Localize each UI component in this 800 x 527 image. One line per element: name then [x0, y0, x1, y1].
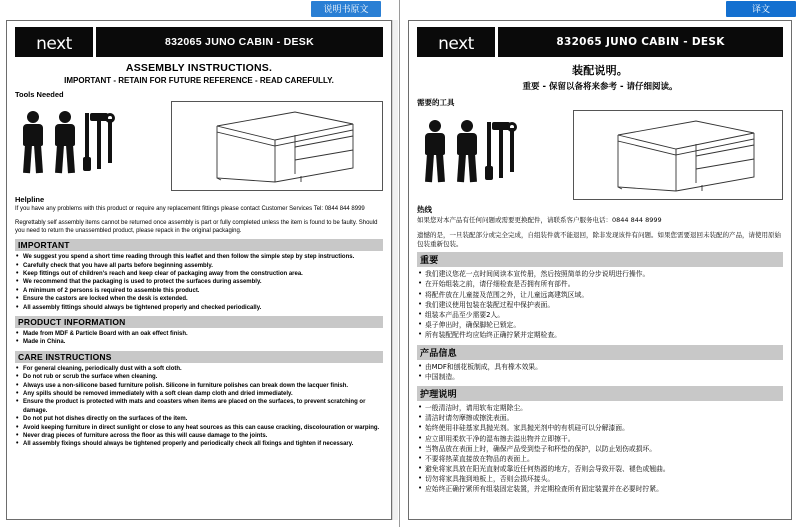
returns-notice: Regrettably self assembly items cannot be returned once assembly is part or fully completed unless the item is found to be faulty. Should you need to return the unassembled product, please repack in the original packaging.	[15, 220, 378, 235]
left-tab-bar	[0, 0, 399, 18]
section-heading-important: IMPORTANT	[15, 239, 383, 251]
list-item: • Carefully check that you have all parts before beginning assembly.	[15, 262, 383, 270]
care-instructions-list	[417, 403, 783, 495]
tools-illustration	[15, 101, 165, 173]
section-heading-important: 重要	[417, 252, 783, 267]
care-instructions-list	[15, 365, 383, 449]
helpline-text: 如果您对本产品有任何问题或需要更换配件，请联系客户服务电话：0844 844 8999	[417, 216, 662, 224]
list-item: • Made in China.	[15, 338, 383, 346]
list-item: • All assembly fixings should always be tightened properly and periodically check all fixings and tighten if necessary.	[15, 440, 383, 448]
brand-header	[417, 27, 783, 57]
product-information-list	[417, 362, 783, 382]
list-item: • Never drag pieces of furniture across the floor as this will cause damage to the joints.	[15, 432, 383, 440]
desk-diagram	[171, 101, 383, 191]
helpline-heading: 热线	[417, 205, 432, 214]
next-logo-text: next	[36, 34, 72, 54]
section-heading-care-instructions: CARE INSTRUCTIONS	[15, 351, 383, 363]
section-heading-product-information: 产品信息	[417, 345, 783, 360]
list-item: • Made from MDF & Particle Board with an oak effect finish.	[15, 330, 383, 338]
tools-column	[15, 101, 165, 191]
tools-and-image-row	[15, 101, 383, 191]
brand-header	[15, 27, 383, 57]
list-item: • 应立即用柔软干净的湿布擦去溢出物并立即擦干。	[417, 434, 783, 444]
tools-and-image-row	[417, 110, 783, 200]
section-heading-product-information: PRODUCT INFORMATION	[15, 316, 383, 328]
list-item: • 桌子伸出时，确保脚轮已锁定。	[417, 320, 783, 330]
desk-line-drawing	[172, 102, 382, 190]
tools-illustration	[417, 110, 567, 182]
list-item: • 我们建议使用包装在装配过程中保护表面。	[417, 300, 783, 310]
list-item: • 切勿将家具拖到地板上，否则会损坏接头。	[417, 474, 783, 484]
helpline-heading: Helpline	[15, 195, 45, 204]
list-item: • Do not put hot dishes directly on the surfaces of the item.	[15, 415, 383, 423]
tab-original-text[interactable]: 说明书原文	[311, 1, 381, 17]
hammer-icon	[97, 115, 101, 169]
list-item: • All assembly fittings should always be tightened properly and checked periodically.	[15, 304, 383, 312]
list-item: • Ensure the castors are locked when the desk is extended.	[15, 295, 383, 303]
hand-tools-icon	[83, 111, 117, 173]
spanner-icon	[510, 128, 514, 172]
person-icon	[421, 120, 449, 182]
product-title: 832065 JUNO CABIN - DESK	[96, 27, 383, 57]
assembly-instructions-heading: ASSEMBLY INSTRUCTIONS.	[125, 62, 273, 74]
list-item: • 应始终正确拧紧所有组装固定装置，并定期检查所有固定装置并在必要时拧紧。	[417, 484, 783, 494]
person-icon	[19, 111, 47, 173]
list-item: • A minimum of 2 persons is required to assemble this product.	[15, 287, 383, 295]
screwdriver-icon	[85, 113, 89, 159]
important-list	[417, 269, 783, 340]
list-item: • Always use a non-silicone based furniture polish. Silicone in furniture polishes can break down the lacquer finish.	[15, 382, 383, 390]
helpline-text: If you have any problems with this product or require any replacement fittings please contact Customer Services Tel: 0844 844 8999	[15, 206, 365, 212]
translated-document-pane	[400, 0, 800, 527]
list-item: • Do not rub or scrub the surface when cleaning.	[15, 373, 383, 381]
list-item: • 中国制造。	[417, 372, 783, 382]
list-item: • Ensure the product is protected with mats and coasters when items are placed on the surfaces, to prevent scratching or damage.	[15, 398, 383, 415]
person-icon	[51, 111, 79, 173]
product-information-list	[15, 330, 383, 347]
list-item: • 在开始组装之前，请仔细检查是否拥有所有部件。	[417, 279, 783, 289]
list-item: • For general cleaning, periodically dust with a soft cloth.	[15, 365, 383, 373]
screwdriver-icon	[487, 122, 491, 168]
desk-line-drawing	[574, 111, 782, 199]
next-logo	[417, 27, 495, 57]
list-item: • 将配件放在儿童接及范围之外，让儿童远离建筑区域。	[417, 290, 783, 300]
list-item: • 不要将热菜直接放在物品的表面上。	[417, 454, 783, 464]
list-item: • 所有装配配件均应始终正确拧紧并定期检查。	[417, 330, 783, 340]
list-item: • 避免将家具放在阳光直射或靠近任何热源的地方，否则会导致开裂、褪色或翘曲。	[417, 464, 783, 474]
next-logo-text: next	[438, 34, 474, 54]
right-tab-bar	[400, 0, 800, 18]
list-item: • We recommend that the packaging is used to protect the surfaces during assembly.	[15, 278, 383, 286]
list-item: • 清洁时请勿摩擦或擦洗表面。	[417, 413, 783, 423]
assembly-instructions-heading: 装配说明。	[572, 64, 628, 77]
list-item: • 当物品放在表面上时，确保产品受到垫子和杯垫的保护，以防止划伤或损坏。	[417, 444, 783, 454]
list-item: • 一般清洁时，请用软布定期除尘。	[417, 403, 783, 413]
original-document-page	[6, 20, 392, 520]
tools-needed-label: 需要的工具	[417, 98, 455, 107]
list-item: • Keep fittings out of children's reach and keep clear of packaging away from the construction area.	[15, 270, 383, 278]
product-title: 832065 JUNO CABIN - DESK	[498, 27, 783, 57]
list-item: • Any spills should be removed immediately with a soft clean damp cloth and dried immediately.	[15, 390, 383, 398]
person-icon	[453, 120, 481, 182]
section-heading-care-instructions: 护理说明	[417, 386, 783, 401]
assembly-instructions-subheading: IMPORTANT - RETAIN FOR FUTURE REFERENCE - READ CAREFULLY.	[64, 76, 334, 85]
tools-column	[417, 110, 567, 200]
translated-document-page	[408, 20, 792, 520]
left-scrollbar[interactable]	[392, 20, 398, 520]
hand-tools-icon	[485, 120, 519, 182]
tab-translation[interactable]: 译文	[726, 1, 796, 17]
desk-diagram	[573, 110, 783, 200]
list-item: • 组装本产品至少需要2人。	[417, 310, 783, 320]
tools-needed-label: Tools Needed	[15, 90, 64, 99]
list-item: • We suggest you spend a short time reading through this leaflet and then follow the simple step by step instructions.	[15, 253, 383, 261]
returns-notice: 遗憾的是，一旦装配部分或完全完成，自组装件就不能退回，除非发现该件有问题。如果您需要退回未装配的产品，请使用原始包装重新包装。	[417, 230, 781, 248]
important-list	[15, 253, 383, 312]
list-item: • 由MDF和刨花板制成，具有橡木效果。	[417, 362, 783, 372]
spanner-icon	[108, 119, 112, 163]
list-item: • 我们建议您花一点时间阅读本宣传册，然后按照简单的分步说明进行操作。	[417, 269, 783, 279]
list-item: • Avoid keeping furniture in direct sunlight or close to any heat sources as this can cause cracking, discolouration or warping.	[15, 424, 383, 432]
next-logo	[15, 27, 93, 57]
hammer-icon	[499, 124, 503, 178]
assembly-instructions-subheading: 重要 - 保留以备将来参考 - 请仔细阅读。	[522, 82, 678, 92]
list-item: • 始终使用非硅基家具抛光剂。家具抛光剂中的有机硅可以分解漆面。	[417, 423, 783, 433]
